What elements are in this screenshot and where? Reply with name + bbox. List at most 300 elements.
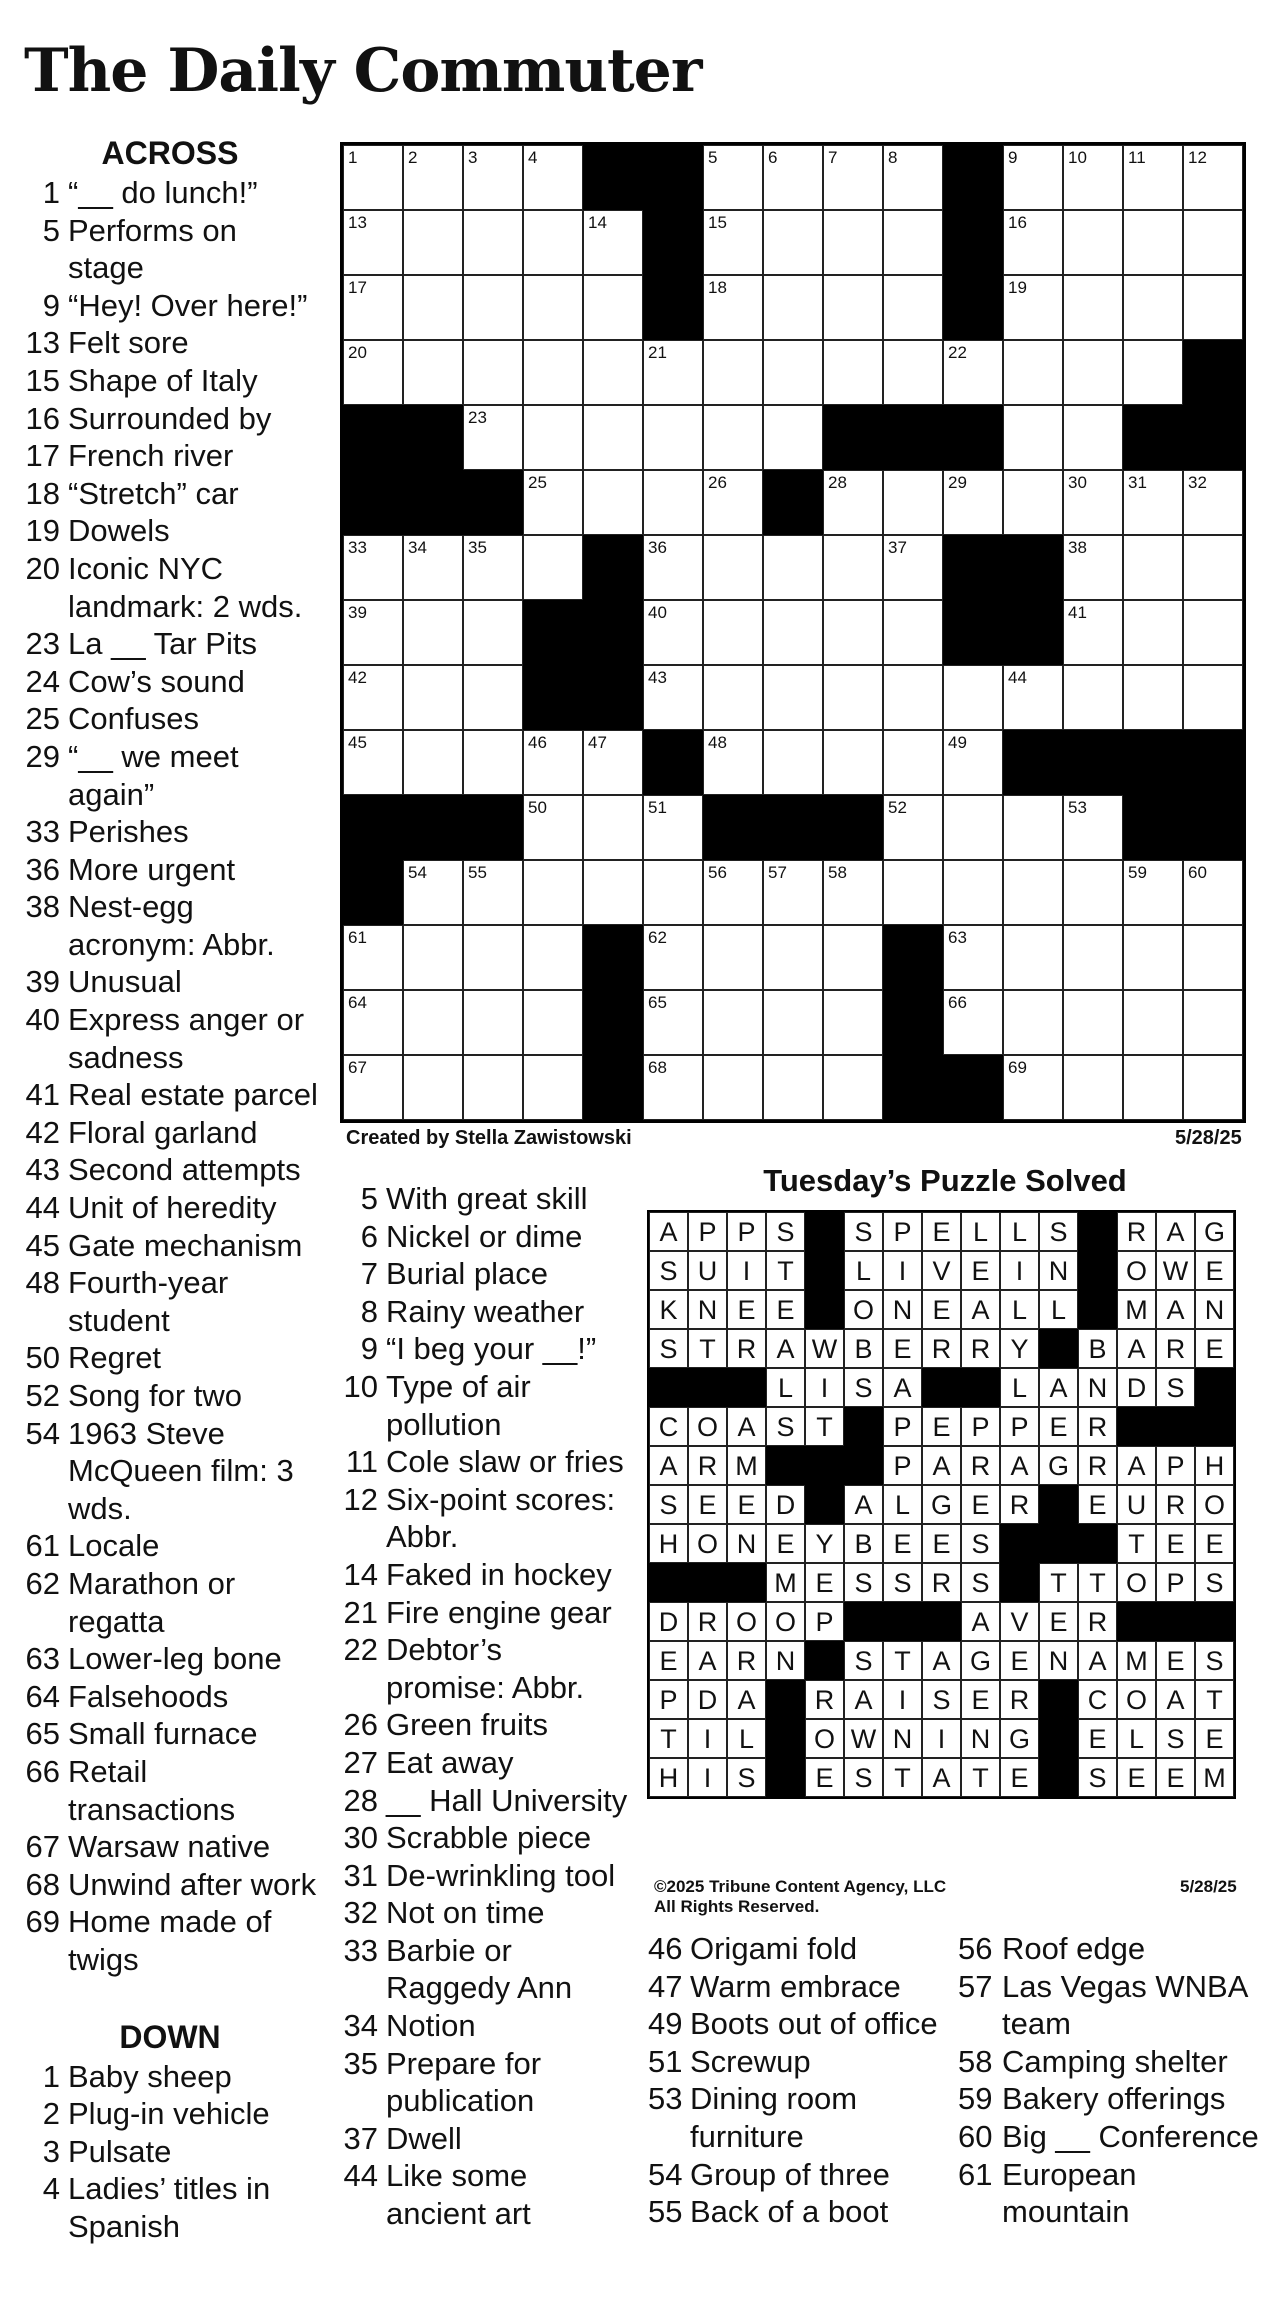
- grid-cell[interactable]: [763, 1055, 823, 1120]
- clue-text: Camping shelter: [1002, 2043, 1228, 2079]
- solution-letter: U: [688, 1251, 727, 1290]
- grid-cell[interactable]: [823, 340, 883, 405]
- grid-cell[interactable]: [1063, 405, 1123, 470]
- clue-number: 68: [25, 1866, 60, 1902]
- clue-text: Song for two: [68, 1378, 243, 1413]
- clue-text: Roof edge: [1002, 1931, 1146, 1966]
- grid-cell[interactable]: [1003, 1055, 1063, 1120]
- grid-cell[interactable]: [1063, 275, 1123, 340]
- solution-letter: A: [688, 1641, 727, 1680]
- clue-number: 66: [25, 1753, 60, 1789]
- clue-number: 61: [25, 1528, 60, 1564]
- grid-cell[interactable]: [463, 600, 523, 665]
- grid-cell[interactable]: [403, 275, 463, 340]
- grid-cell[interactable]: [703, 535, 763, 600]
- grid-cell[interactable]: [763, 145, 823, 210]
- grid-cell[interactable]: [343, 730, 403, 795]
- grid-cell[interactable]: [883, 145, 943, 210]
- grid-cell[interactable]: [583, 275, 643, 340]
- grid-cell[interactable]: [1063, 210, 1123, 275]
- grid-cell[interactable]: [883, 210, 943, 275]
- clue-text: Six-point scores: Abbr.: [386, 1481, 616, 1555]
- grid-cell[interactable]: [643, 860, 703, 925]
- grid-cell[interactable]: [523, 925, 583, 990]
- clue-item: [20, 437, 320, 475]
- grid-cell[interactable]: [763, 990, 823, 1055]
- down-clue-list-3: [648, 1930, 948, 2231]
- grid-cell[interactable]: [403, 340, 463, 405]
- grid-cell[interactable]: [823, 275, 883, 340]
- clue-number: 18: [25, 475, 60, 511]
- cell-number: 56: [708, 863, 727, 882]
- solution-block: [1039, 1524, 1078, 1563]
- grid-cell[interactable]: [403, 145, 463, 210]
- grid-cell[interactable]: [643, 990, 703, 1055]
- cell-number: 26: [708, 473, 727, 492]
- grid-cell[interactable]: [883, 665, 943, 730]
- solution-letter: E: [883, 1329, 922, 1368]
- clue-item: [338, 1706, 628, 1744]
- grid-cell[interactable]: [1063, 795, 1123, 860]
- grid-cell[interactable]: [763, 275, 823, 340]
- clue-number: 44: [343, 2158, 378, 2194]
- cell-number: 55: [468, 863, 487, 882]
- grid-cell[interactable]: [523, 535, 583, 600]
- grid-cell[interactable]: [823, 990, 883, 1055]
- grid-cell[interactable]: [463, 145, 523, 210]
- solution-letter: P: [649, 1680, 688, 1719]
- solution-letter: L: [1039, 1290, 1078, 1329]
- solution-letter: R: [922, 1329, 961, 1368]
- grid-cell[interactable]: [523, 990, 583, 1055]
- grid-cell[interactable]: [463, 665, 523, 730]
- solution-letter: T: [649, 1719, 688, 1758]
- grid-cell[interactable]: [403, 925, 463, 990]
- grid-cell[interactable]: [1063, 925, 1123, 990]
- down-clue-list-1: [20, 2058, 320, 2246]
- grid-cell[interactable]: [643, 405, 703, 470]
- solution-block: [805, 1251, 844, 1290]
- grid-cell[interactable]: [1123, 210, 1183, 275]
- grid-cell[interactable]: [1003, 990, 1063, 1055]
- grid-cell[interactable]: [763, 925, 823, 990]
- cell-number: 43: [648, 668, 667, 687]
- grid-cell[interactable]: [943, 470, 1003, 535]
- clue-item: [20, 400, 320, 438]
- clue-item: [338, 1894, 628, 1932]
- grid-cell[interactable]: [1123, 665, 1183, 730]
- grid-cell[interactable]: [403, 1055, 463, 1120]
- solution-letter: I: [883, 1680, 922, 1719]
- grid-cell[interactable]: [523, 470, 583, 535]
- grid-block: [583, 990, 643, 1055]
- grid-cell[interactable]: [583, 860, 643, 925]
- grid-cell[interactable]: [343, 990, 403, 1055]
- grid-cell[interactable]: [1063, 535, 1123, 600]
- solution-block: [883, 1602, 922, 1641]
- grid-cell[interactable]: [883, 600, 943, 665]
- grid-cell[interactable]: [883, 340, 943, 405]
- solution-block: [1195, 1368, 1234, 1407]
- grid-cell[interactable]: [583, 405, 643, 470]
- clue-item: [20, 663, 320, 701]
- clue-item: [20, 1678, 320, 1716]
- grid-cell[interactable]: [1123, 340, 1183, 405]
- grid-cell[interactable]: [1063, 145, 1123, 210]
- grid-cell[interactable]: [1063, 990, 1123, 1055]
- solution-letter: N: [766, 1641, 805, 1680]
- grid-cell[interactable]: [523, 145, 583, 210]
- grid-cell[interactable]: [523, 860, 583, 925]
- solution-letter: A: [1000, 1446, 1039, 1485]
- grid-cell[interactable]: [1123, 925, 1183, 990]
- grid-cell[interactable]: [523, 340, 583, 405]
- grid-cell[interactable]: [343, 145, 403, 210]
- grid-cell[interactable]: [883, 860, 943, 925]
- solution-letter: A: [649, 1212, 688, 1251]
- grid-cell[interactable]: [1183, 470, 1243, 535]
- clue-item: [338, 1443, 628, 1481]
- solution-letter: S: [1078, 1758, 1117, 1797]
- solution-letter: O: [727, 1602, 766, 1641]
- grid-cell[interactable]: [1003, 665, 1063, 730]
- grid-block: [643, 275, 703, 340]
- grid-cell[interactable]: [1123, 470, 1183, 535]
- grid-cell[interactable]: [523, 795, 583, 860]
- grid-cell[interactable]: [583, 730, 643, 795]
- solution-letter: V: [922, 1251, 961, 1290]
- grid-cell[interactable]: [1183, 210, 1243, 275]
- grid-cell[interactable]: [703, 925, 763, 990]
- grid-cell[interactable]: [1183, 860, 1243, 925]
- grid-block: [343, 860, 403, 925]
- grid-cell[interactable]: [943, 730, 1003, 795]
- clue-text: “__ we meet again”: [68, 738, 239, 812]
- grid-cell[interactable]: [703, 210, 763, 275]
- grid-cell[interactable]: [823, 730, 883, 795]
- grid-cell[interactable]: [463, 405, 523, 470]
- grid-cell[interactable]: [823, 145, 883, 210]
- grid-cell[interactable]: [1063, 600, 1123, 665]
- grid-cell[interactable]: [343, 275, 403, 340]
- solution-letter: S: [961, 1524, 1000, 1563]
- grid-cell[interactable]: [1003, 795, 1063, 860]
- clue-item: [338, 1744, 628, 1782]
- grid-cell[interactable]: [643, 535, 703, 600]
- solution-letter: W: [1156, 1251, 1195, 1290]
- clue-number: 17: [25, 438, 60, 474]
- grid-cell[interactable]: [763, 340, 823, 405]
- grid-cell[interactable]: [943, 340, 1003, 405]
- cell-number: 34: [408, 538, 427, 557]
- grid-cell[interactable]: [943, 665, 1003, 730]
- down-clue-list-4: [958, 1930, 1270, 2231]
- grid-cell[interactable]: [703, 340, 763, 405]
- solution-block: [844, 1407, 883, 1446]
- grid-cell[interactable]: [403, 535, 463, 600]
- cell-number: 61: [348, 928, 367, 947]
- crossword-grid[interactable]: [340, 142, 1246, 1123]
- grid-cell[interactable]: [823, 860, 883, 925]
- clue-number: 30: [343, 1820, 378, 1856]
- solution-letter: Y: [1000, 1329, 1039, 1368]
- grid-cell[interactable]: [403, 990, 463, 1055]
- grid-cell[interactable]: [343, 600, 403, 665]
- grid-cell[interactable]: [883, 730, 943, 795]
- solution-letter: T: [883, 1641, 922, 1680]
- grid-cell[interactable]: [1183, 990, 1243, 1055]
- grid-cell[interactable]: [703, 860, 763, 925]
- grid-cell[interactable]: [1003, 860, 1063, 925]
- grid-cell[interactable]: [523, 210, 583, 275]
- solution-letter: A: [844, 1680, 883, 1719]
- grid-cell[interactable]: [643, 1055, 703, 1120]
- solution-letter: E: [1000, 1758, 1039, 1797]
- grid-cell[interactable]: [1003, 925, 1063, 990]
- grid-cell[interactable]: [823, 1055, 883, 1120]
- solution-letter: N: [688, 1290, 727, 1329]
- clue-text: Falsehoods: [68, 1678, 229, 1714]
- solution-letter: M: [1195, 1758, 1234, 1797]
- solution-letter: L: [961, 1212, 1000, 1251]
- clue-item: [20, 1264, 320, 1339]
- cell-number: 40: [648, 603, 667, 622]
- grid-cell[interactable]: [703, 730, 763, 795]
- clue-number: 24: [25, 663, 60, 699]
- solution-letter: E: [1195, 1719, 1234, 1758]
- grid-block: [883, 1055, 943, 1120]
- grid-cell[interactable]: [1183, 665, 1243, 730]
- clue-text: Ladies’ titles in Spanish: [68, 2171, 271, 2244]
- solution-letter: O: [766, 1602, 805, 1641]
- copyright-date: 5/28/25: [1180, 1877, 1237, 1896]
- cell-number: 21: [648, 343, 667, 362]
- solution-letter: R: [1117, 1212, 1156, 1251]
- grid-cell[interactable]: [703, 275, 763, 340]
- solution-letter: C: [1078, 1680, 1117, 1719]
- grid-cell[interactable]: [823, 665, 883, 730]
- solution-letter: E: [766, 1290, 805, 1329]
- cell-number: 11: [1128, 148, 1146, 167]
- grid-cell[interactable]: [823, 210, 883, 275]
- grid-cell[interactable]: [703, 990, 763, 1055]
- solution-letter: E: [1156, 1524, 1195, 1563]
- grid-cell[interactable]: [583, 340, 643, 405]
- clue-number: 20: [25, 550, 60, 586]
- solution-block: [688, 1563, 727, 1602]
- grid-cell[interactable]: [1183, 600, 1243, 665]
- grid-cell[interactable]: [1123, 990, 1183, 1055]
- grid-cell[interactable]: [523, 730, 583, 795]
- grid-cell[interactable]: [643, 470, 703, 535]
- solution-letter: A: [1117, 1446, 1156, 1485]
- cell-number: 31: [1128, 473, 1147, 492]
- grid-cell[interactable]: [943, 990, 1003, 1055]
- solution-letter: E: [883, 1524, 922, 1563]
- grid-cell[interactable]: [343, 535, 403, 600]
- clue-number: 10: [343, 1368, 378, 1404]
- grid-cell[interactable]: [703, 470, 763, 535]
- grid-cell[interactable]: [1183, 1055, 1243, 1120]
- grid-cell[interactable]: [883, 470, 943, 535]
- cell-number: 37: [888, 538, 907, 557]
- clue-item: [20, 1640, 320, 1678]
- clue-item: [20, 2170, 320, 2245]
- grid-cell[interactable]: [403, 210, 463, 275]
- grid-cell[interactable]: [523, 275, 583, 340]
- grid-cell[interactable]: [1123, 600, 1183, 665]
- grid-cell[interactable]: [763, 405, 823, 470]
- grid-cell[interactable]: [463, 990, 523, 1055]
- clue-number: 25: [25, 701, 60, 737]
- grid-cell[interactable]: [1003, 275, 1063, 340]
- solution-letter: S: [766, 1212, 805, 1251]
- grid-cell[interactable]: [763, 665, 823, 730]
- across-clue-list: [20, 174, 320, 1979]
- solution-letter: N: [1078, 1368, 1117, 1407]
- solution-letter: E: [1156, 1758, 1195, 1797]
- grid-cell[interactable]: [403, 665, 463, 730]
- solution-letter: T: [1195, 1680, 1234, 1719]
- grid-cell[interactable]: [1003, 405, 1063, 470]
- grid-cell[interactable]: [763, 535, 823, 600]
- solution-block: [727, 1368, 766, 1407]
- grid-cell[interactable]: [583, 795, 643, 860]
- grid-cell[interactable]: [883, 275, 943, 340]
- grid-cell[interactable]: [1003, 210, 1063, 275]
- grid-cell[interactable]: [823, 925, 883, 990]
- clue-item: [338, 1330, 628, 1368]
- clue-item: [20, 1227, 320, 1265]
- cell-number: 35: [468, 538, 487, 557]
- clue-item: [648, 2193, 948, 2231]
- grid-cell[interactable]: [1063, 340, 1123, 405]
- clue-number: 65: [25, 1716, 60, 1752]
- grid-cell[interactable]: [463, 275, 523, 340]
- grid-cell[interactable]: [643, 340, 703, 405]
- grid-cell[interactable]: [343, 340, 403, 405]
- grid-cell[interactable]: [1063, 470, 1123, 535]
- clue-text: Warm embrace: [690, 1968, 901, 2004]
- grid-cell[interactable]: [943, 795, 1003, 860]
- clue-number: 13: [25, 325, 60, 361]
- clue-text: Barbie or Raggedy Ann: [386, 1932, 573, 2006]
- grid-cell[interactable]: [1123, 535, 1183, 600]
- grid-cell[interactable]: [583, 470, 643, 535]
- grid-cell[interactable]: [1063, 860, 1123, 925]
- grid-cell[interactable]: [643, 600, 703, 665]
- grid-block: [463, 795, 523, 860]
- grid-block: [883, 405, 943, 470]
- grid-cell[interactable]: [463, 210, 523, 275]
- down-clue-list-2: [338, 1180, 628, 2233]
- grid-cell[interactable]: [883, 535, 943, 600]
- solution-letter: B: [1078, 1329, 1117, 1368]
- cell-number: 8: [888, 148, 898, 167]
- clue-text: Green fruits: [386, 1707, 548, 1743]
- grid-cell[interactable]: [823, 600, 883, 665]
- grid-cell[interactable]: [1123, 860, 1183, 925]
- grid-cell[interactable]: [463, 535, 523, 600]
- clue-item: [958, 2043, 1270, 2081]
- grid-cell[interactable]: [643, 795, 703, 860]
- solution-letter: M: [1117, 1641, 1156, 1680]
- clue-item: [338, 1782, 628, 1820]
- grid-block: [1183, 405, 1243, 470]
- clue-text: With great skill: [386, 1181, 588, 1216]
- clue-item: [20, 1001, 320, 1076]
- grid-cell[interactable]: [1123, 145, 1183, 210]
- grid-block: [943, 210, 1003, 275]
- grid-cell[interactable]: [763, 730, 823, 795]
- grid-cell[interactable]: [943, 925, 1003, 990]
- grid-cell[interactable]: [523, 1055, 583, 1120]
- grid-cell[interactable]: [1183, 145, 1243, 210]
- grid-cell[interactable]: [1183, 925, 1243, 990]
- grid-cell[interactable]: [703, 145, 763, 210]
- solution-letter: E: [727, 1485, 766, 1524]
- grid-cell[interactable]: [1063, 665, 1123, 730]
- grid-cell[interactable]: [343, 1055, 403, 1120]
- clue-number: 6: [360, 1218, 378, 1254]
- grid-cell[interactable]: [1123, 1055, 1183, 1120]
- solution-letter: A: [1117, 1329, 1156, 1368]
- grid-cell[interactable]: [823, 535, 883, 600]
- cell-number: 12: [1188, 148, 1207, 167]
- grid-cell[interactable]: [343, 210, 403, 275]
- grid-cell[interactable]: [823, 470, 883, 535]
- grid-cell[interactable]: [463, 1055, 523, 1120]
- grid-cell[interactable]: [1003, 470, 1063, 535]
- grid-cell[interactable]: [763, 860, 823, 925]
- solution-block: [1000, 1524, 1039, 1563]
- grid-cell[interactable]: [1063, 1055, 1123, 1120]
- grid-cell[interactable]: [403, 860, 463, 925]
- solution-block: [805, 1641, 844, 1680]
- grid-cell[interactable]: [343, 665, 403, 730]
- grid-cell[interactable]: [883, 795, 943, 860]
- cell-number: 25: [528, 473, 547, 492]
- solution-letter: D: [1117, 1368, 1156, 1407]
- grid-cell[interactable]: [403, 730, 463, 795]
- grid-cell[interactable]: [763, 210, 823, 275]
- grid-cell[interactable]: [463, 340, 523, 405]
- grid-cell[interactable]: [403, 600, 463, 665]
- grid-cell[interactable]: [643, 925, 703, 990]
- clue-text: Bakery offerings: [1002, 2081, 1226, 2117]
- grid-cell[interactable]: [583, 210, 643, 275]
- grid-cell[interactable]: [703, 665, 763, 730]
- grid-cell[interactable]: [943, 860, 1003, 925]
- grid-cell[interactable]: [703, 600, 763, 665]
- grid-cell[interactable]: [1183, 275, 1243, 340]
- grid-cell[interactable]: [703, 1055, 763, 1120]
- grid-cell[interactable]: [523, 405, 583, 470]
- grid-cell[interactable]: [343, 925, 403, 990]
- grid-cell[interactable]: [1183, 535, 1243, 600]
- grid-cell[interactable]: [643, 665, 703, 730]
- grid-cell[interactable]: [763, 600, 823, 665]
- grid-cell[interactable]: [463, 860, 523, 925]
- grid-cell[interactable]: [1003, 145, 1063, 210]
- cell-number: 7: [828, 148, 838, 167]
- grid-cell[interactable]: [1123, 275, 1183, 340]
- grid-cell[interactable]: [463, 730, 523, 795]
- grid-cell[interactable]: [463, 925, 523, 990]
- grid-cell[interactable]: [703, 405, 763, 470]
- grid-cell[interactable]: [1003, 340, 1063, 405]
- clue-number: 39: [25, 964, 60, 1000]
